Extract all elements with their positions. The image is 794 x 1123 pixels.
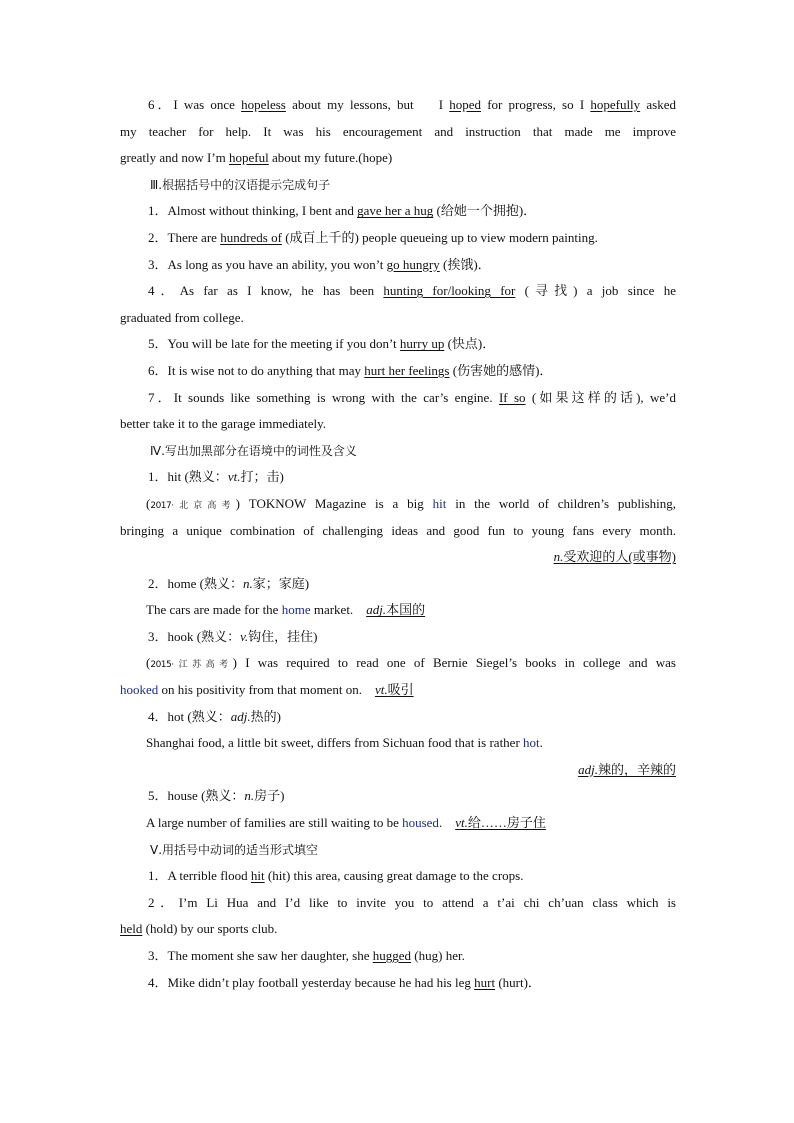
answer: vt.给……房子住 <box>455 815 546 831</box>
source-label: 2015·江苏高考 <box>150 660 233 671</box>
answer: hurt her feelings <box>364 362 450 378</box>
item-number: 6． <box>148 97 174 112</box>
keyword: hooked <box>120 682 159 698</box>
exercise-line: 4．Mike didn’t play football yesterday because he had his leg hurt (hurt)． <box>148 974 541 990</box>
word-heading: 1．hit (熟义：vt.打；击) <box>148 469 284 485</box>
answer: hundreds of <box>220 229 282 245</box>
answer: hit <box>250 868 265 884</box>
keyword: home <box>281 602 311 618</box>
answer-hopeless: hopeless <box>241 97 286 112</box>
exercise-line: 5．You will be late for the meeting if you don’t hurry up (快点)． <box>148 336 496 352</box>
answer: go hungry <box>386 256 440 272</box>
answer: n.受欢迎的人(或事物) <box>553 549 676 565</box>
answer: hurt <box>474 974 496 990</box>
keyword: housed <box>402 815 439 831</box>
exercise-line: held (hold) by our sports club. <box>120 921 278 937</box>
exercise-line: my teacher for help. It was his encouragement and instruction that made me improve <box>120 123 676 139</box>
example-sentence: (2017·北京高考) TOKNOW Magazine is a big hit in the world of children’s publishing, <box>146 495 677 511</box>
answer: adj.辣的，辛辣的 <box>578 761 676 777</box>
answer-hopeful: hopeful <box>229 150 269 166</box>
exercise-line: 2．There are hundreds of (成百上千的) people queueing up to view modern painting. <box>148 229 598 245</box>
section-heading: Ⅲ.根据括号中的汉语提示完成句子 <box>150 177 331 192</box>
worksheet-page <box>120 92 676 996</box>
answer-hoped: hoped <box>449 97 481 112</box>
keyword: hot <box>523 735 540 751</box>
source-label: 2017·北京高考 <box>150 500 236 511</box>
exercise-line: 4．As far as I know, he has been hunting for/looking for (寻找) a job since he <box>148 283 676 299</box>
exercise-line: 6．I was once hopeless about my lessons, but I hoped for progress, so I hopefully asked <box>148 97 676 112</box>
exercise-line: graduated from college. <box>120 309 244 325</box>
answer: held <box>120 921 143 937</box>
word-heading: 2．home (熟义：n.家；家庭) <box>148 575 310 591</box>
section-heading: Ⅴ.用括号中动词的适当形式填空 <box>150 842 319 857</box>
exercise-line: 3．As long as you have an ability, you won’t go hungry (挨饿)． <box>148 256 491 272</box>
exercise-line: 7．It sounds like something is wrong with the car’s engine. If so (如果这样的话), we’d <box>148 389 677 405</box>
example-sentence: bringing a unique combination of challenging ideas and good fun to young fans every month. <box>120 522 676 538</box>
exercise-line: 2．I’m Li Hua and I’d like to invite you to attend a t’ai chi ch’uan class which is <box>148 894 676 910</box>
answer: adj.本国的 <box>366 602 426 618</box>
answer: If so <box>498 389 526 405</box>
word-heading: 4．hot (熟义：adj.热的) <box>148 708 281 724</box>
exercise-line: better take it to the garage immediately. <box>120 416 326 432</box>
example-sentence: Shanghai food, a little bit sweet, differs from Sichuan food that is rather hot. <box>146 735 543 751</box>
word-heading: 5．house (熟义：n.房子) <box>148 788 285 804</box>
section-heading: Ⅳ.写出加黑部分在语境中的词性及含义 <box>150 443 357 458</box>
example-sentence: (2015·江苏高考) I was required to read one of Bernie Siegel’s books in college and was <box>146 655 676 671</box>
answer-hopefully: hopefully <box>590 97 641 112</box>
answer: gave her a hug <box>357 203 434 219</box>
example-sentence: A large number of families are still waiting to be housed. vt.给……房子住 <box>146 815 546 831</box>
exercise-line: 1．Almost without thinking, I bent and gave her a hug (给她一个拥抱)． <box>148 203 537 219</box>
example-sentence: The cars are made for the home market. adj.本国的 <box>146 602 426 618</box>
keyword: hit <box>432 495 447 511</box>
answer: hunting for/looking for <box>383 283 516 299</box>
answer: vt.吸引 <box>374 682 414 698</box>
exercise-line: 1．A terrible flood hit (hit) this area, causing great damage to the crops. <box>148 868 524 884</box>
exercise-line: greatly and now I’m hopeful about my future.(hope) <box>120 150 393 166</box>
example-sentence: hooked on his positivity from that moment on. vt.吸引 <box>120 682 414 698</box>
exercise-line: 3．The moment she saw her daughter, she hugged (hug) her. <box>148 948 465 963</box>
answer: hurry up <box>399 336 445 352</box>
exercise-line: 6．It is wise not to do anything that may hurt her feelings (伤害她的感情)． <box>148 362 553 378</box>
answer: hugged <box>372 948 412 963</box>
word-heading: 3．hook (熟义：v.钩住，挂住) <box>148 628 318 644</box>
